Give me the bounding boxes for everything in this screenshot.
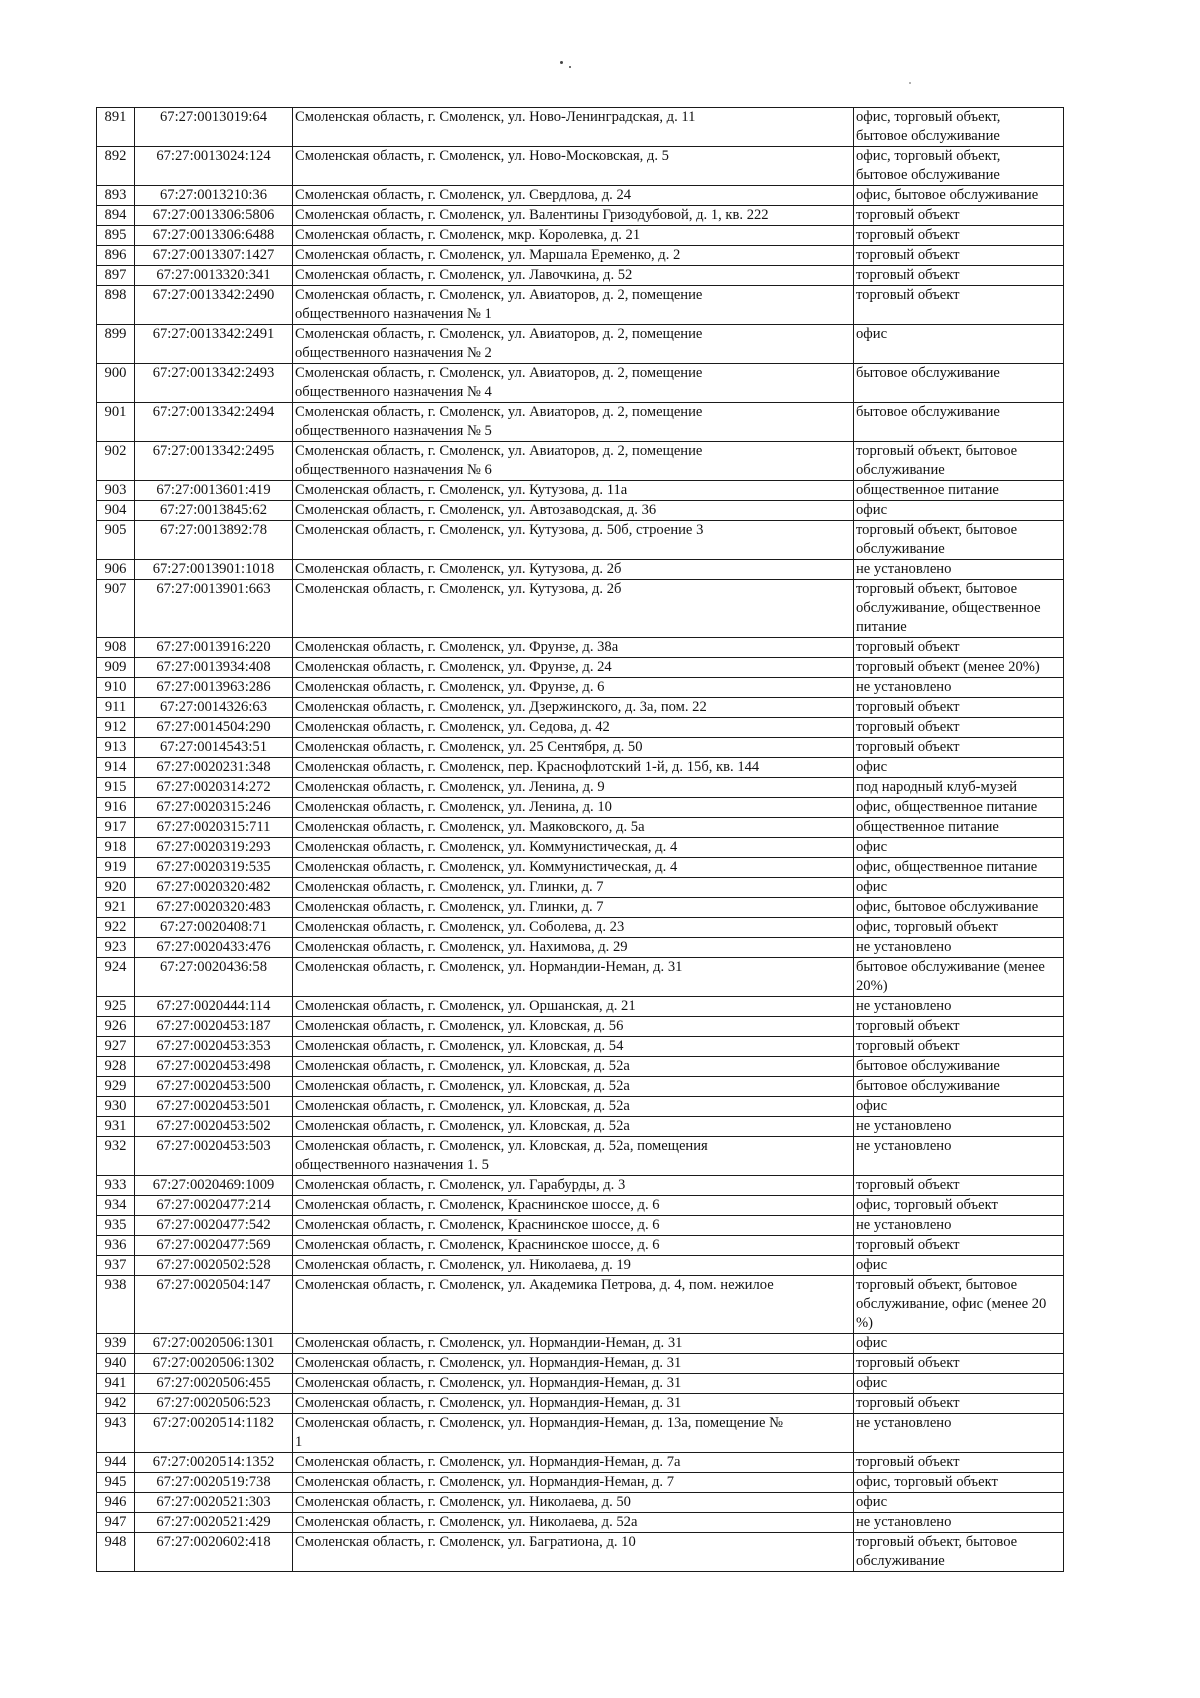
- cadastral-number-cell: 67:27:0020521:303: [135, 1493, 293, 1513]
- cadastral-number-cell: 67:27:0013916:220: [135, 638, 293, 658]
- row-number-cell: 892: [97, 147, 135, 186]
- permitted-use-cell: не установлено: [854, 1117, 1064, 1137]
- address-cell: Смоленская область, г. Смоленск, ул. Ленина, д. 9: [293, 778, 854, 798]
- cadastral-number-cell: 67:27:0020319:535: [135, 858, 293, 878]
- row-number-cell: 919: [97, 858, 135, 878]
- permitted-use-cell: торговый объект: [854, 226, 1064, 246]
- table-row: [97, 186, 1064, 206]
- permitted-use-cell: торговый объект: [854, 1176, 1064, 1196]
- permitted-use-cell: торговый объект: [854, 1236, 1064, 1256]
- permitted-use-cell: торговый объект, бытовое обслуживание, общественное питание: [854, 580, 1064, 638]
- permitted-use-cell: офис, бытовое обслуживание: [854, 186, 1064, 206]
- permitted-use-cell: торговый объект: [854, 718, 1064, 738]
- cadastral-number-cell: 67:27:0020453:187: [135, 1017, 293, 1037]
- cadastral-number-cell: 67:27:0013342:2491: [135, 325, 293, 364]
- cadastral-number-cell: 67:27:0020453:353: [135, 1037, 293, 1057]
- permitted-use-cell: офис: [854, 1334, 1064, 1354]
- table-row: [97, 1077, 1064, 1097]
- row-number-cell: 915: [97, 778, 135, 798]
- row-number-cell: 940: [97, 1354, 135, 1374]
- permitted-use-cell: офис, бытовое обслуживание: [854, 898, 1064, 918]
- permitted-use-cell: офис, торговый объект: [854, 918, 1064, 938]
- permitted-use-cell: бытовое обслуживание: [854, 1057, 1064, 1077]
- row-number-cell: 945: [97, 1473, 135, 1493]
- address-cell: Смоленская область, г. Смоленск, ул. Фрунзе, д. 24: [293, 658, 854, 678]
- row-number-cell: 948: [97, 1533, 135, 1572]
- address-cell: Смоленская область, г. Смоленск, ул. Нормандия-Неман, д. 31: [293, 1374, 854, 1394]
- row-number-cell: 942: [97, 1394, 135, 1414]
- address-cell: Смоленская область, г. Смоленск, ул. Авиаторов, д. 2, помещение общественного назначения № 4: [293, 364, 854, 403]
- address-cell: Смоленская область, г. Смоленск, Краснинское шоссе, д. 6: [293, 1236, 854, 1256]
- cadastral-number-cell: 67:27:0013306:5806: [135, 206, 293, 226]
- address-cell: Смоленская область, г. Смоленск, ул. Фрунзе, д. 6: [293, 678, 854, 698]
- permitted-use-cell: торговый объект: [854, 638, 1064, 658]
- table-row: [97, 1374, 1064, 1394]
- table-row: [97, 1453, 1064, 1473]
- permitted-use-cell: торговый объект, бытовое обслуживание, офис (менее 20 %): [854, 1276, 1064, 1334]
- address-cell: Смоленская область, г. Смоленск, ул. Николаева, д. 19: [293, 1256, 854, 1276]
- table-row: [97, 442, 1064, 481]
- permitted-use-cell: под народный клуб-музей: [854, 778, 1064, 798]
- row-number-cell: 938: [97, 1276, 135, 1334]
- permitted-use-cell: торговый объект, бытовое обслуживание: [854, 442, 1064, 481]
- address-cell: Смоленская область, г. Смоленск, Краснинское шоссе, д. 6: [293, 1196, 854, 1216]
- permitted-use-cell: торговый объект (менее 20%): [854, 658, 1064, 678]
- table-row: [97, 1196, 1064, 1216]
- cadastral-number-cell: 67:27:0013901:663: [135, 580, 293, 638]
- cadastral-number-cell: 67:27:0020453:501: [135, 1097, 293, 1117]
- address-cell: Смоленская область, г. Смоленск, ул. Багратиона, д. 10: [293, 1533, 854, 1572]
- cadastral-number-cell: 67:27:0013342:2495: [135, 442, 293, 481]
- permitted-use-cell: офис: [854, 758, 1064, 778]
- row-number-cell: 899: [97, 325, 135, 364]
- cadastral-number-cell: 67:27:0020315:711: [135, 818, 293, 838]
- cadastral-number-cell: 67:27:0020477:214: [135, 1196, 293, 1216]
- row-number-cell: 929: [97, 1077, 135, 1097]
- address-cell: Смоленская область, г. Смоленск, ул. Кловская, д. 56: [293, 1017, 854, 1037]
- table-row: [97, 1513, 1064, 1533]
- row-number-cell: 944: [97, 1453, 135, 1473]
- row-number-cell: 912: [97, 718, 135, 738]
- address-cell: Смоленская область, г. Смоленск, мкр. Королевка, д. 21: [293, 226, 854, 246]
- table-row: [97, 1493, 1064, 1513]
- permitted-use-cell: торговый объект: [854, 1354, 1064, 1374]
- cadastral-number-cell: 67:27:0020433:476: [135, 938, 293, 958]
- permitted-use-cell: не установлено: [854, 1216, 1064, 1236]
- table-row: [97, 226, 1064, 246]
- address-cell: Смоленская область, г. Смоленск, ул. Кутузова, д. 50б, строение 3: [293, 521, 854, 560]
- cadastral-number-cell: 67:27:0013963:286: [135, 678, 293, 698]
- cadastral-number-cell: 67:27:0020521:429: [135, 1513, 293, 1533]
- cadastral-number-cell: 67:27:0013342:2493: [135, 364, 293, 403]
- cadastral-number-cell: 67:27:0020453:503: [135, 1137, 293, 1176]
- permitted-use-cell: не установлено: [854, 1414, 1064, 1453]
- cadastral-number-cell: 67:27:0020231:348: [135, 758, 293, 778]
- scan-speck: [909, 82, 911, 84]
- address-cell: Смоленская область, г. Смоленск, ул. Глинки, д. 7: [293, 898, 854, 918]
- cadastral-number-cell: 67:27:0020408:71: [135, 918, 293, 938]
- row-number-cell: 904: [97, 501, 135, 521]
- row-number-cell: 901: [97, 403, 135, 442]
- row-number-cell: 923: [97, 938, 135, 958]
- permitted-use-cell: бытовое обслуживание (менее 20%): [854, 958, 1064, 997]
- cadastral-number-cell: 67:27:0014326:63: [135, 698, 293, 718]
- cadastral-number-cell: 67:27:0013342:2490: [135, 286, 293, 325]
- row-number-cell: 936: [97, 1236, 135, 1256]
- row-number-cell: 902: [97, 442, 135, 481]
- permitted-use-cell: офис: [854, 1097, 1064, 1117]
- address-cell: Смоленская область, г. Смоленск, ул. Маршала Еременко, д. 2: [293, 246, 854, 266]
- address-cell: Смоленская область, г. Смоленск, ул. Кловская, д. 52а: [293, 1077, 854, 1097]
- address-cell: Смоленская область, г. Смоленск, пер. Краснофлотский 1-й, д. 15б, кв. 144: [293, 758, 854, 778]
- row-number-cell: 947: [97, 1513, 135, 1533]
- permitted-use-cell: не установлено: [854, 938, 1064, 958]
- row-number-cell: 896: [97, 246, 135, 266]
- cadastral-number-cell: 67:27:0013342:2494: [135, 403, 293, 442]
- address-cell: Смоленская область, г. Смоленск, ул. Кловская, д. 52а, помещения общественного назначения 1. 5: [293, 1137, 854, 1176]
- address-cell: Смоленская область, г. Смоленск, ул. Нормандия-Неман, д. 7а: [293, 1453, 854, 1473]
- permitted-use-cell: не установлено: [854, 997, 1064, 1017]
- table-row: [97, 698, 1064, 718]
- address-cell: Смоленская область, г. Смоленск, ул. Оршанская, д. 21: [293, 997, 854, 1017]
- row-number-cell: 933: [97, 1176, 135, 1196]
- permitted-use-cell: не установлено: [854, 1137, 1064, 1176]
- cadastral-number-cell: 67:27:0020514:1182: [135, 1414, 293, 1453]
- row-number-cell: 930: [97, 1097, 135, 1117]
- table-row: [97, 1394, 1064, 1414]
- row-number-cell: 917: [97, 818, 135, 838]
- table-row: [97, 1414, 1064, 1453]
- cadastral-number-cell: 67:27:0020477:542: [135, 1216, 293, 1236]
- table-row: [97, 918, 1064, 938]
- table-row: [97, 521, 1064, 560]
- row-number-cell: 900: [97, 364, 135, 403]
- address-cell: Смоленская область, г. Смоленск, ул. Академика Петрова, д. 4, пом. нежилое: [293, 1276, 854, 1334]
- permitted-use-cell: торговый объект: [854, 1037, 1064, 1057]
- row-number-cell: 921: [97, 898, 135, 918]
- cadastral-number-cell: 67:27:0020506:1301: [135, 1334, 293, 1354]
- permitted-use-cell: торговый объект: [854, 266, 1064, 286]
- row-number-cell: 894: [97, 206, 135, 226]
- cadastral-number-cell: 67:27:0013024:124: [135, 147, 293, 186]
- scan-speck: [560, 61, 563, 64]
- cadastral-number-cell: 67:27:0013601:419: [135, 481, 293, 501]
- scan-speck: [569, 66, 571, 68]
- row-number-cell: 903: [97, 481, 135, 501]
- table-row: [97, 878, 1064, 898]
- table-row: [97, 658, 1064, 678]
- permitted-use-cell: офис: [854, 1374, 1064, 1394]
- table-row: [97, 1117, 1064, 1137]
- permitted-use-cell: бытовое обслуживание: [854, 403, 1064, 442]
- table-row: [97, 501, 1064, 521]
- permitted-use-cell: торговый объект, бытовое обслуживание: [854, 521, 1064, 560]
- table-row: [97, 638, 1064, 658]
- table-row: [97, 1236, 1064, 1256]
- permitted-use-cell: офис, общественное питание: [854, 798, 1064, 818]
- address-cell: Смоленская область, г. Смоленск, ул. Ленина, д. 10: [293, 798, 854, 818]
- permitted-use-cell: офис, торговый объект, бытовое обслуживание: [854, 108, 1064, 147]
- address-cell: Смоленская область, г. Смоленск, ул. Авиаторов, д. 2, помещение общественного назначения № 5: [293, 403, 854, 442]
- permitted-use-cell: общественное питание: [854, 481, 1064, 501]
- cadastral-number-cell: 67:27:0020453:502: [135, 1117, 293, 1137]
- row-number-cell: 893: [97, 186, 135, 206]
- table-row: [97, 758, 1064, 778]
- address-cell: Смоленская область, г. Смоленск, ул. Нахимова, д. 29: [293, 938, 854, 958]
- cadastral-number-cell: 67:27:0013892:78: [135, 521, 293, 560]
- address-cell: Смоленская область, г. Смоленск, ул. Авиаторов, д. 2, помещение общественного назначения № 2: [293, 325, 854, 364]
- row-number-cell: 909: [97, 658, 135, 678]
- table-row: [97, 678, 1064, 698]
- address-cell: Смоленская область, г. Смоленск, ул. Ново-Ленинградская, д. 11: [293, 108, 854, 147]
- address-cell: Смоленская область, г. Смоленск, ул. Соболева, д. 23: [293, 918, 854, 938]
- row-number-cell: 928: [97, 1057, 135, 1077]
- permitted-use-cell: не установлено: [854, 678, 1064, 698]
- table-row: [97, 1017, 1064, 1037]
- cadastral-number-cell: 67:27:0013320:341: [135, 266, 293, 286]
- address-cell: Смоленская область, г. Смоленск, ул. Нормандии-Неман, д. 31: [293, 958, 854, 997]
- permitted-use-cell: торговый объект: [854, 738, 1064, 758]
- address-cell: Смоленская область, г. Смоленск, ул. Кутузова, д. 11а: [293, 481, 854, 501]
- row-number-cell: 905: [97, 521, 135, 560]
- table-row: [97, 1176, 1064, 1196]
- cadastral-number-cell: 67:27:0020314:272: [135, 778, 293, 798]
- table-row: [97, 1334, 1064, 1354]
- table-row: [97, 403, 1064, 442]
- table-row: [97, 1057, 1064, 1077]
- permitted-use-cell: не установлено: [854, 560, 1064, 580]
- property-registry-table: [96, 107, 1064, 1572]
- row-number-cell: 931: [97, 1117, 135, 1137]
- row-number-cell: 946: [97, 1493, 135, 1513]
- table-row: [97, 898, 1064, 918]
- registry-table-body: [97, 108, 1064, 1572]
- row-number-cell: 913: [97, 738, 135, 758]
- row-number-cell: 906: [97, 560, 135, 580]
- cadastral-number-cell: 67:27:0020319:293: [135, 838, 293, 858]
- table-row: [97, 958, 1064, 997]
- cadastral-number-cell: 67:27:0013845:62: [135, 501, 293, 521]
- address-cell: Смоленская область, г. Смоленск, ул. Свердлова, д. 24: [293, 186, 854, 206]
- cadastral-number-cell: 67:27:0020506:1302: [135, 1354, 293, 1374]
- table-row: [97, 798, 1064, 818]
- address-cell: Смоленская область, г. Смоленск, ул. Ново-Московская, д. 5: [293, 147, 854, 186]
- cadastral-number-cell: 67:27:0020514:1352: [135, 1453, 293, 1473]
- address-cell: Смоленская область, г. Смоленск, ул. Николаева, д. 50: [293, 1493, 854, 1513]
- row-number-cell: 926: [97, 1017, 135, 1037]
- cadastral-number-cell: 67:27:0013901:1018: [135, 560, 293, 580]
- permitted-use-cell: торговый объект: [854, 1453, 1064, 1473]
- permitted-use-cell: бытовое обслуживание: [854, 1077, 1064, 1097]
- row-number-cell: 918: [97, 838, 135, 858]
- permitted-use-cell: офис, торговый объект: [854, 1473, 1064, 1493]
- row-number-cell: 908: [97, 638, 135, 658]
- permitted-use-cell: торговый объект, бытовое обслуживание: [854, 1533, 1064, 1572]
- address-cell: Смоленская область, г. Смоленск, ул. Коммунистическая, д. 4: [293, 838, 854, 858]
- cadastral-number-cell: 67:27:0020519:738: [135, 1473, 293, 1493]
- table-row: [97, 738, 1064, 758]
- cadastral-number-cell: 67:27:0013210:36: [135, 186, 293, 206]
- address-cell: Смоленская область, г. Смоленск, ул. Кловская, д. 52а: [293, 1097, 854, 1117]
- address-cell: Смоленская область, г. Смоленск, ул. Маяковского, д. 5а: [293, 818, 854, 838]
- table-row: [97, 818, 1064, 838]
- permitted-use-cell: не установлено: [854, 1513, 1064, 1533]
- table-row: [97, 364, 1064, 403]
- table-row: [97, 1216, 1064, 1236]
- row-number-cell: 934: [97, 1196, 135, 1216]
- address-cell: Смоленская область, г. Смоленск, ул. Седова, д. 42: [293, 718, 854, 738]
- row-number-cell: 924: [97, 958, 135, 997]
- cadastral-number-cell: 67:27:0020315:246: [135, 798, 293, 818]
- row-number-cell: 911: [97, 698, 135, 718]
- permitted-use-cell: офис: [854, 878, 1064, 898]
- row-number-cell: 910: [97, 678, 135, 698]
- address-cell: Смоленская область, г. Смоленск, ул. Нормандии-Неман, д. 31: [293, 1334, 854, 1354]
- permitted-use-cell: офис: [854, 501, 1064, 521]
- cadastral-number-cell: 67:27:0020477:569: [135, 1236, 293, 1256]
- cadastral-number-cell: 67:27:0020320:483: [135, 898, 293, 918]
- cadastral-number-cell: 67:27:0020506:455: [135, 1374, 293, 1394]
- address-cell: Смоленская область, г. Смоленск, ул. Кутузова, д. 2б: [293, 580, 854, 638]
- table-row: [97, 1533, 1064, 1572]
- cadastral-number-cell: 67:27:0020453:498: [135, 1057, 293, 1077]
- row-number-cell: 916: [97, 798, 135, 818]
- row-number-cell: 941: [97, 1374, 135, 1394]
- address-cell: Смоленская область, г. Смоленск, ул. Гарабурды, д. 3: [293, 1176, 854, 1196]
- cadastral-number-cell: 67:27:0013306:6488: [135, 226, 293, 246]
- table-row: [97, 246, 1064, 266]
- permitted-use-cell: торговый объект: [854, 246, 1064, 266]
- cadastral-number-cell: 67:27:0020436:58: [135, 958, 293, 997]
- row-number-cell: 943: [97, 1414, 135, 1453]
- cadastral-number-cell: 67:27:0020453:500: [135, 1077, 293, 1097]
- table-row: [97, 266, 1064, 286]
- address-cell: Смоленская область, г. Смоленск, ул. Авиаторов, д. 2, помещение общественного назначения № 1: [293, 286, 854, 325]
- row-number-cell: 937: [97, 1256, 135, 1276]
- table-row: [97, 778, 1064, 798]
- cadastral-number-cell: 67:27:0014543:51: [135, 738, 293, 758]
- cadastral-number-cell: 67:27:0020506:523: [135, 1394, 293, 1414]
- permitted-use-cell: торговый объект: [854, 286, 1064, 325]
- address-cell: Смоленская область, г. Смоленск, ул. Коммунистическая, д. 4: [293, 858, 854, 878]
- table-row: [97, 1037, 1064, 1057]
- table-row: [97, 938, 1064, 958]
- table-row: [97, 1276, 1064, 1334]
- address-cell: Смоленская область, г. Смоленск, ул. Нормандия-Неман, д. 13а, помещение № 1: [293, 1414, 854, 1453]
- address-cell: Смоленская область, г. Смоленск, ул. Фрунзе, д. 38а: [293, 638, 854, 658]
- table-row: [97, 108, 1064, 147]
- table-row: [97, 1256, 1064, 1276]
- table-row: [97, 206, 1064, 226]
- row-number-cell: 939: [97, 1334, 135, 1354]
- address-cell: Смоленская область, г. Смоленск, ул. Кловская, д. 54: [293, 1037, 854, 1057]
- cadastral-number-cell: 67:27:0014504:290: [135, 718, 293, 738]
- table-row: [97, 481, 1064, 501]
- address-cell: Смоленская область, г. Смоленск, ул. 25 Сентября, д. 50: [293, 738, 854, 758]
- permitted-use-cell: торговый объект: [854, 206, 1064, 226]
- table-row: [97, 858, 1064, 878]
- permitted-use-cell: торговый объект: [854, 698, 1064, 718]
- cadastral-number-cell: 67:27:0013019:64: [135, 108, 293, 147]
- address-cell: Смоленская область, г. Смоленск, ул. Валентины Гризодубовой, д. 1, кв. 222: [293, 206, 854, 226]
- address-cell: Смоленская область, г. Смоленск, ул. Николаева, д. 52а: [293, 1513, 854, 1533]
- permitted-use-cell: торговый объект: [854, 1394, 1064, 1414]
- permitted-use-cell: офис, общественное питание: [854, 858, 1064, 878]
- permitted-use-cell: торговый объект: [854, 1017, 1064, 1037]
- table-row: [97, 580, 1064, 638]
- table-row: [97, 1473, 1064, 1493]
- row-number-cell: 907: [97, 580, 135, 638]
- permitted-use-cell: офис: [854, 1493, 1064, 1513]
- cadastral-number-cell: 67:27:0013307:1427: [135, 246, 293, 266]
- permitted-use-cell: офис, торговый объект, бытовое обслуживание: [854, 147, 1064, 186]
- address-cell: Смоленская область, г. Смоленск, ул. Глинки, д. 7: [293, 878, 854, 898]
- row-number-cell: 897: [97, 266, 135, 286]
- permitted-use-cell: офис, торговый объект: [854, 1196, 1064, 1216]
- row-number-cell: 891: [97, 108, 135, 147]
- row-number-cell: 935: [97, 1216, 135, 1236]
- address-cell: Смоленская область, г. Смоленск, ул. Дзержинского, д. 3а, пом. 22: [293, 698, 854, 718]
- address-cell: Смоленская область, г. Смоленск, ул. Кловская, д. 52а: [293, 1117, 854, 1137]
- address-cell: Смоленская область, г. Смоленск, ул. Нормандия-Неман, д. 7: [293, 1473, 854, 1493]
- cadastral-number-cell: 67:27:0020444:114: [135, 997, 293, 1017]
- address-cell: Смоленская область, г. Смоленск, ул. Лавочкина, д. 52: [293, 266, 854, 286]
- cadastral-number-cell: 67:27:0020320:482: [135, 878, 293, 898]
- row-number-cell: 927: [97, 1037, 135, 1057]
- table-row: [97, 286, 1064, 325]
- cadastral-number-cell: 67:27:0020504:147: [135, 1276, 293, 1334]
- row-number-cell: 920: [97, 878, 135, 898]
- row-number-cell: 895: [97, 226, 135, 246]
- address-cell: Смоленская область, г. Смоленск, ул. Автозаводская, д. 36: [293, 501, 854, 521]
- table-row: [97, 325, 1064, 364]
- table-row: [97, 718, 1064, 738]
- table-row: [97, 1354, 1064, 1374]
- table-row: [97, 1097, 1064, 1117]
- row-number-cell: 914: [97, 758, 135, 778]
- permitted-use-cell: общественное питание: [854, 818, 1064, 838]
- cadastral-number-cell: 67:27:0020469:1009: [135, 1176, 293, 1196]
- permitted-use-cell: офис: [854, 1256, 1064, 1276]
- address-cell: Смоленская область, г. Смоленск, ул. Кловская, д. 52а: [293, 1057, 854, 1077]
- row-number-cell: 898: [97, 286, 135, 325]
- table-row: [97, 560, 1064, 580]
- address-cell: Смоленская область, г. Смоленск, ул. Кутузова, д. 2б: [293, 560, 854, 580]
- cadastral-number-cell: 67:27:0013934:408: [135, 658, 293, 678]
- row-number-cell: 922: [97, 918, 135, 938]
- address-cell: Смоленская область, г. Смоленск, ул. Авиаторов, д. 2, помещение общественного назначения № 6: [293, 442, 854, 481]
- row-number-cell: 932: [97, 1137, 135, 1176]
- table-row: [97, 838, 1064, 858]
- address-cell: Смоленская область, г. Смоленск, ул. Нормандия-Неман, д. 31: [293, 1354, 854, 1374]
- permitted-use-cell: бытовое обслуживание: [854, 364, 1064, 403]
- cadastral-number-cell: 67:27:0020502:528: [135, 1256, 293, 1276]
- table-row: [97, 147, 1064, 186]
- cadastral-number-cell: 67:27:0020602:418: [135, 1533, 293, 1572]
- address-cell: Смоленская область, г. Смоленск, ул. Нормандия-Неман, д. 31: [293, 1394, 854, 1414]
- table-row: [97, 1137, 1064, 1176]
- permitted-use-cell: офис: [854, 838, 1064, 858]
- permitted-use-cell: офис: [854, 325, 1064, 364]
- row-number-cell: 925: [97, 997, 135, 1017]
- table-row: [97, 997, 1064, 1017]
- address-cell: Смоленская область, г. Смоленск, Краснинское шоссе, д. 6: [293, 1216, 854, 1236]
